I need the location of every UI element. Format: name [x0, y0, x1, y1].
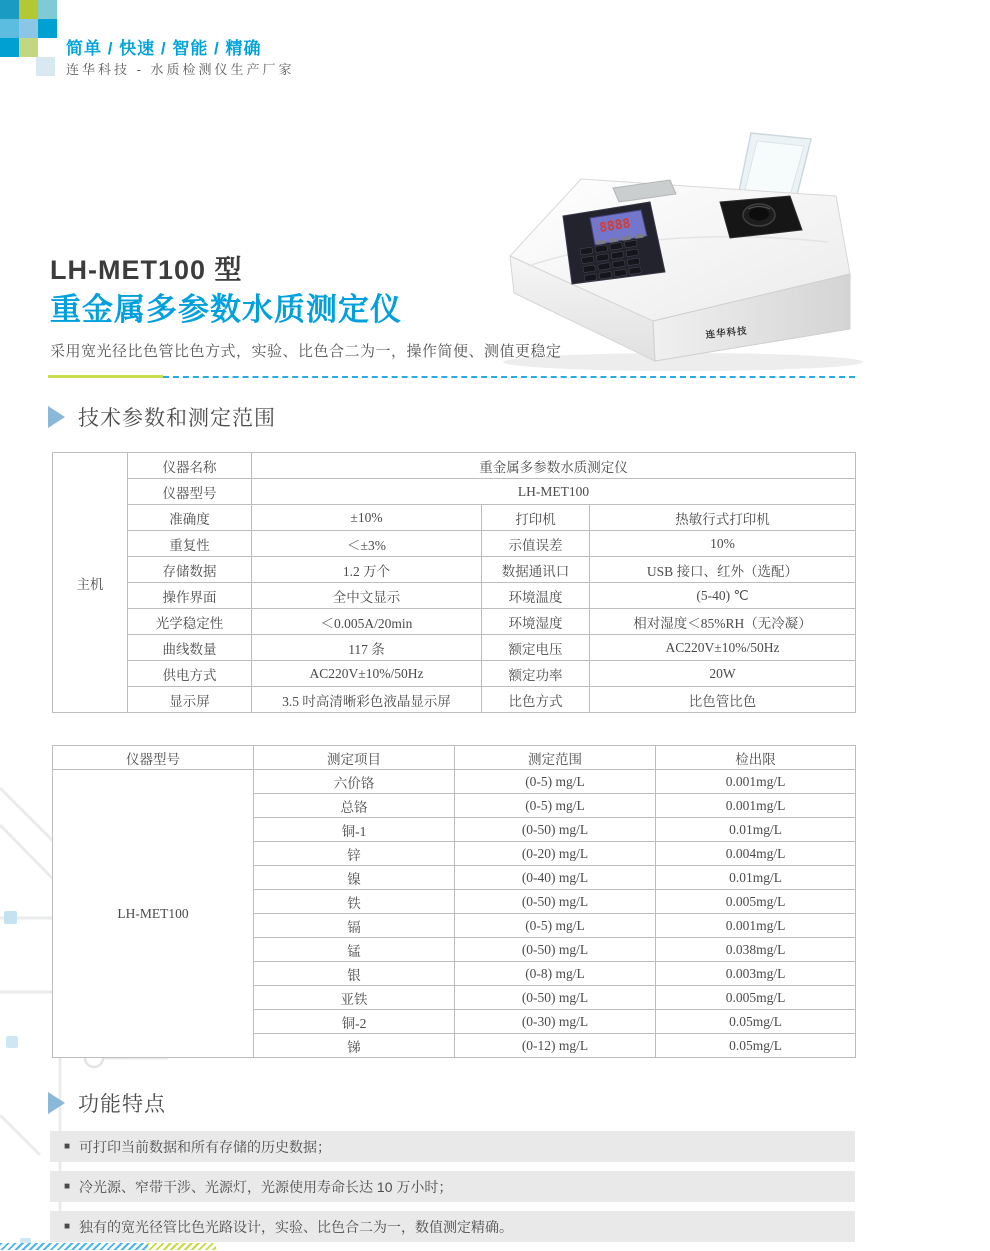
- spec-label-cell: 打印机: [482, 505, 590, 531]
- table-row: [53, 557, 856, 583]
- column-header: 检出限: [656, 746, 856, 770]
- arrow-right-icon: [48, 1092, 65, 1114]
- limit-cell: 0.001mg/L: [656, 794, 856, 818]
- divider-dashed-segment: [163, 376, 855, 378]
- limit-cell: 0.038mg/L: [656, 938, 856, 962]
- spec-value-cell: 比色管比色: [590, 687, 856, 713]
- limit-cell: 0.01mg/L: [656, 818, 856, 842]
- table-row: [53, 661, 856, 687]
- limit-cell: 0.005mg/L: [656, 986, 856, 1010]
- table-row: [53, 609, 856, 635]
- spec-value-cell: ±10%: [252, 505, 482, 531]
- spec-value-cell: 1.2 万个: [252, 557, 482, 583]
- logo-square: [0, 19, 19, 38]
- spec-value-cell: 117 条: [252, 635, 482, 661]
- table-row: [53, 453, 856, 479]
- spec-label-cell: 显示屏: [128, 687, 252, 713]
- limit-cell: 0.005mg/L: [656, 890, 856, 914]
- lcd-readout: 8888: [598, 216, 632, 236]
- spec-value-cell: AC220V±10%/50Hz: [590, 635, 856, 661]
- table-row: [53, 505, 856, 531]
- range-cell: (0-5) mg/L: [455, 914, 656, 938]
- square-bullet-icon: ■: [64, 1141, 71, 1152]
- limit-cell: 0.001mg/L: [656, 914, 856, 938]
- limit-cell: 0.05mg/L: [656, 1034, 856, 1058]
- logo-square: [0, 38, 19, 57]
- feature-text: 可打印当前数据和所有存储的历史数据；: [79, 1138, 332, 1155]
- divider-green-segment: [48, 375, 163, 378]
- brand-subtitle: 连华科技 - 水质检测仪生产厂家: [66, 62, 295, 77]
- spec-label-cell: 额定功率: [482, 661, 590, 687]
- table-row: [53, 531, 856, 557]
- spec-label-cell: 供电方式: [128, 661, 252, 687]
- table-row: [53, 770, 856, 794]
- limit-cell: 0.05mg/L: [656, 1010, 856, 1034]
- spec-value-cell: 3.5 吋高清晰彩色液晶显示屏: [252, 687, 482, 713]
- device-brand-label: 连华科技: [705, 325, 749, 341]
- model-cell: LH-MET100: [53, 770, 254, 1058]
- spec-label-cell: 仪器名称: [128, 453, 252, 479]
- spec-label-cell: 操作界面: [128, 583, 252, 609]
- limit-cell: 0.003mg/L: [656, 962, 856, 986]
- spec-value-cell: 重金属多参数水质测定仪: [252, 453, 856, 479]
- table-row: [53, 479, 856, 505]
- bottom-hatch-blue: [0, 1243, 148, 1250]
- feature-text: 独有的宽光径管比色光路设计，实验、比色合二为一，数值测定精确。: [79, 1218, 514, 1235]
- spec-value-cell: 热敏行式打印机: [590, 505, 856, 531]
- range-cell: (0-50) mg/L: [455, 890, 656, 914]
- spec-value-cell: ＜0.005A/20min: [252, 609, 482, 635]
- column-header: 仪器型号: [53, 746, 254, 770]
- range-cell: (0-20) mg/L: [455, 842, 656, 866]
- feature-item: [50, 1171, 855, 1202]
- logo-square: [38, 0, 57, 19]
- spec-value-cell: 20W: [590, 661, 856, 687]
- device-photo-illustration: [478, 126, 898, 376]
- feature-text: 冷光源、窄带干涉、光源灯，光源使用寿命长达 10 万小时；: [79, 1178, 453, 1195]
- section-title: 技术参数和测定范围: [78, 407, 276, 430]
- spec-label-cell: 示值误差: [482, 531, 590, 557]
- item-cell: 总铬: [254, 794, 455, 818]
- range-cell: (0-50) mg/L: [455, 986, 656, 1010]
- logo-mosaic: [0, 0, 60, 80]
- item-cell: 镉: [254, 914, 455, 938]
- logo-square: [0, 0, 19, 19]
- table-row: [53, 583, 856, 609]
- spec-label-cell: 仪器型号: [128, 479, 252, 505]
- spec-value-cell: 10%: [590, 531, 856, 557]
- item-cell: 锌: [254, 842, 455, 866]
- item-cell: 六价铬: [254, 770, 455, 794]
- range-cell: (0-5) mg/L: [455, 794, 656, 818]
- spec-table: [52, 452, 856, 713]
- product-name-title: 重金属多参数水质测定仪: [50, 292, 402, 327]
- spec-group-cell: 主机: [53, 453, 128, 713]
- item-cell: 锰: [254, 938, 455, 962]
- range-cell: (0-5) mg/L: [455, 770, 656, 794]
- bottom-hatch-green: [148, 1243, 216, 1250]
- feature-item: [50, 1211, 855, 1242]
- spec-value-cell: USB 接口、红外（选配）: [590, 557, 856, 583]
- range-cell: (0-50) mg/L: [455, 938, 656, 962]
- arrow-right-icon: [48, 406, 65, 428]
- spec-label-cell: 环境湿度: [482, 609, 590, 635]
- item-cell: 亚铁: [254, 986, 455, 1010]
- spec-label-cell: 环境温度: [482, 583, 590, 609]
- spec-label-cell: 额定电压: [482, 635, 590, 661]
- square-bullet-icon: ■: [64, 1181, 71, 1192]
- table-row: [53, 635, 856, 661]
- spec-label-cell: 比色方式: [482, 687, 590, 713]
- range-cell: (0-8) mg/L: [455, 962, 656, 986]
- spec-label-cell: 光学稳定性: [128, 609, 252, 635]
- item-cell: 镍: [254, 866, 455, 890]
- section-header-features: [48, 1088, 166, 1118]
- item-cell: 铜-2: [254, 1010, 455, 1034]
- spec-value-cell: ＜±3%: [252, 531, 482, 557]
- spec-value-cell: (5-40) ℃: [590, 583, 856, 609]
- spec-value-cell: LH-MET100: [252, 479, 856, 505]
- item-cell: 铜-1: [254, 818, 455, 842]
- spec-label-cell: 重复性: [128, 531, 252, 557]
- logo-square: [19, 0, 38, 19]
- section-title: 功能特点: [78, 1093, 166, 1116]
- spec-label-cell: 曲线数量: [128, 635, 252, 661]
- logo-square: [36, 57, 55, 76]
- logo-square: [19, 38, 38, 57]
- item-cell: 铁: [254, 890, 455, 914]
- square-bullet-icon: ■: [64, 1221, 71, 1232]
- spec-label-cell: 准确度: [128, 505, 252, 531]
- spec-label-cell: 存储数据: [128, 557, 252, 583]
- column-header: 测定项目: [254, 746, 455, 770]
- product-model-title: LH-MET100 型: [50, 255, 243, 285]
- table-header-row: [53, 746, 856, 770]
- range-cell: (0-30) mg/L: [455, 1010, 656, 1034]
- logo-square: [38, 19, 57, 38]
- range-cell: (0-12) mg/L: [455, 1034, 656, 1058]
- table-row: [53, 687, 856, 713]
- brand-slogan: 简单 / 快速 / 智能 / 精确: [66, 39, 262, 58]
- measurement-range-table: [52, 745, 856, 1058]
- section-divider: [48, 375, 855, 378]
- control-panel-icon: [563, 202, 665, 284]
- limit-cell: 0.004mg/L: [656, 842, 856, 866]
- product-description: 采用宽光径比色管比色方式，实验、比色合二为一，操作简便、测值更稳定: [50, 343, 562, 360]
- spec-label-cell: 数据通讯口: [482, 557, 590, 583]
- range-cell: (0-50) mg/L: [455, 818, 656, 842]
- item-cell: 锑: [254, 1034, 455, 1058]
- limit-cell: 0.01mg/L: [656, 866, 856, 890]
- spec-value-cell: AC220V±10%/50Hz: [252, 661, 482, 687]
- spec-value-cell: 相对湿度＜85%RH（无冷凝）: [590, 609, 856, 635]
- feature-item: [50, 1131, 855, 1162]
- item-cell: 银: [254, 962, 455, 986]
- column-header: 测定范围: [455, 746, 656, 770]
- range-cell: (0-40) mg/L: [455, 866, 656, 890]
- logo-square: [19, 19, 38, 38]
- section-header-specs: [48, 402, 276, 432]
- limit-cell: 0.001mg/L: [656, 770, 856, 794]
- spec-value-cell: 全中文显示: [252, 583, 482, 609]
- sample-well-icon: [720, 196, 802, 238]
